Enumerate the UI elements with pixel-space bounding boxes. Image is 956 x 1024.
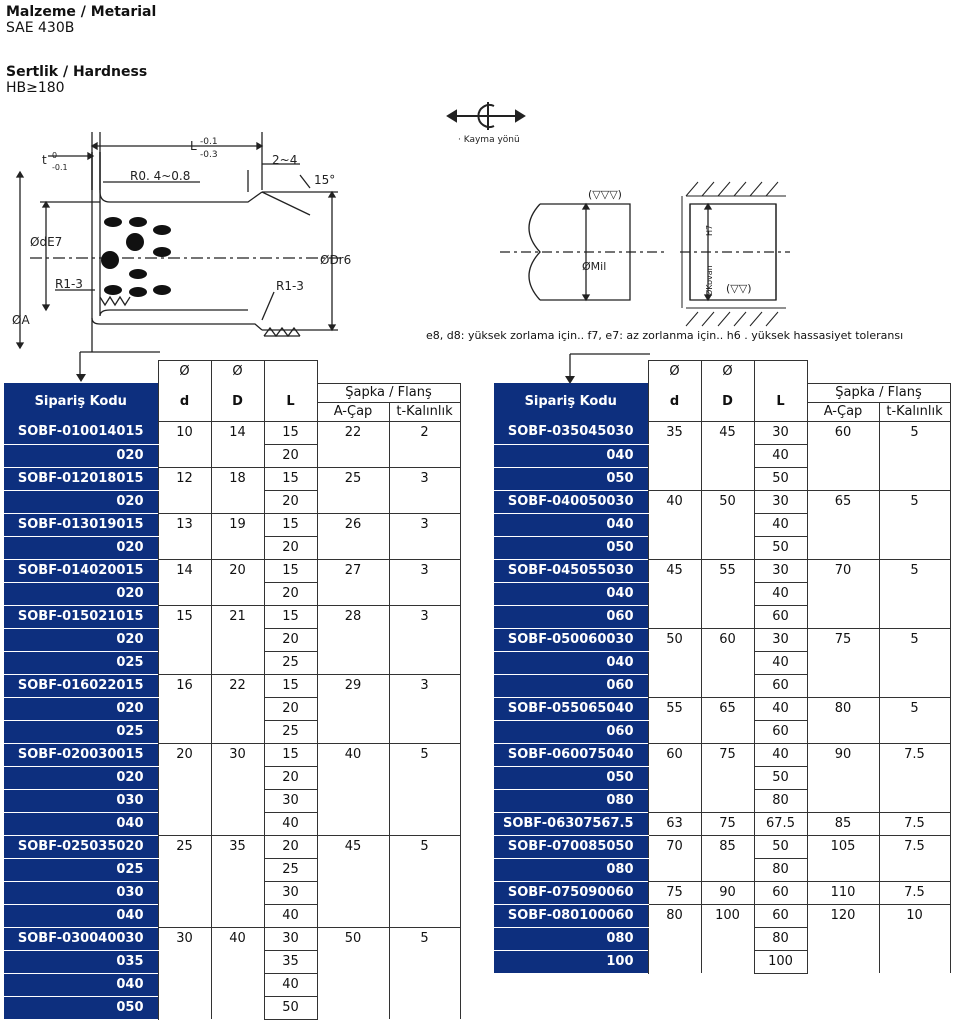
blank-cell — [4, 361, 158, 384]
cell-A: 60 — [807, 421, 879, 490]
cell-t: 3 — [389, 467, 460, 513]
cell-L: 15 — [264, 605, 317, 628]
cell-d: 20 — [158, 743, 211, 835]
order-code-variant: 020 — [4, 444, 158, 467]
table-row — [494, 904, 950, 927]
cell-d: 30 — [158, 927, 211, 1019]
order-code-variant: 020 — [4, 766, 158, 789]
diam-symbol: Ø — [158, 361, 211, 384]
cell-A: 105 — [807, 835, 879, 881]
t-label: t — [42, 153, 47, 167]
cell-d: 10 — [158, 421, 211, 467]
cell-L: 25 — [264, 858, 317, 881]
finish-2: (▽▽) — [726, 282, 752, 295]
cell-L: 20 — [264, 536, 317, 559]
cell-D: 40 — [211, 927, 264, 1019]
order-code-variant: 025 — [4, 858, 158, 881]
cell-D: 19 — [211, 513, 264, 559]
shaft-finish: (▽▽▽) — [588, 188, 622, 201]
cell-D: 21 — [211, 605, 264, 674]
cell-d: 60 — [648, 743, 701, 812]
table-row — [494, 559, 950, 582]
cell-L: 60 — [754, 605, 807, 628]
cell-d: 16 — [158, 674, 211, 743]
cell-L: 25 — [264, 651, 317, 674]
cell-d: 12 — [158, 467, 211, 513]
de7-label: ØdE7 — [30, 235, 63, 249]
cell-D: 14 — [211, 421, 264, 467]
cell-d: 40 — [648, 490, 701, 559]
hardness-label: Sertlik / Hardness — [6, 64, 148, 80]
cell-A: 65 — [807, 490, 879, 559]
order-code: SOBF-035045030 — [494, 421, 648, 444]
cell-L: 30 — [264, 881, 317, 904]
order-code-variant: 040 — [494, 582, 648, 605]
cell-L: 80 — [754, 927, 807, 950]
cell-A: 110 — [807, 881, 879, 904]
order-code: SOBF-06307567.5 — [494, 812, 648, 835]
order-code-variant: 040 — [4, 904, 158, 927]
material-block — [6, 4, 156, 36]
l-tol-bot: -0.3 — [200, 150, 218, 160]
cell-L: 40 — [754, 582, 807, 605]
cell-t: 3 — [389, 674, 460, 743]
cell-L: 30 — [754, 628, 807, 651]
cell-A: 29 — [317, 674, 389, 743]
cell-A: 85 — [807, 812, 879, 835]
header-D: D — [211, 383, 264, 421]
cell-L: 60 — [754, 674, 807, 697]
chamfer-label: 2~4 — [272, 153, 298, 167]
cell-L: 20 — [264, 697, 317, 720]
cell-d: 25 — [158, 835, 211, 927]
blank-cell — [879, 361, 950, 384]
cell-L: 40 — [754, 697, 807, 720]
a-label: ØA — [12, 313, 30, 327]
r13-right: R1-3 — [276, 279, 304, 293]
left-product-table — [4, 360, 461, 1020]
cell-L: 20 — [264, 490, 317, 513]
header-t-thickness: t-Kalınlık — [389, 402, 460, 421]
cell-t: 7.5 — [879, 881, 950, 904]
hardness-value: HB≥180 — [6, 80, 65, 96]
r-label: R0. 4~0.8 — [130, 169, 191, 183]
blank-cell — [389, 361, 460, 384]
order-code-variant: 030 — [4, 881, 158, 904]
cell-D: 22 — [211, 674, 264, 743]
order-code-variant: 050 — [494, 766, 648, 789]
cell-D: 20 — [211, 559, 264, 605]
order-code-variant: 100 — [494, 950, 648, 973]
cell-L: 40 — [754, 651, 807, 674]
cell-L: 40 — [754, 444, 807, 467]
header-flange: Şapka / Flanş — [807, 383, 950, 402]
order-code-variant: 040 — [4, 973, 158, 996]
order-code: SOBF-060075040 — [494, 743, 648, 766]
order-code: SOBF-015021015 — [4, 605, 158, 628]
cell-L: 15 — [264, 559, 317, 582]
cell-D: 60 — [701, 628, 754, 697]
cell-L: 20 — [264, 835, 317, 858]
order-code-variant: 040 — [494, 651, 648, 674]
cell-L: 30 — [754, 490, 807, 513]
header-a-cap: A-Çap — [807, 402, 879, 421]
header-order-code: Sipariş Kodu — [4, 383, 158, 421]
cell-t: 7.5 — [879, 743, 950, 812]
order-code-variant: 020 — [4, 490, 158, 513]
motion-label: · Kayma yönü — [458, 135, 520, 145]
cell-L: 100 — [754, 950, 807, 973]
header-L: L — [264, 383, 317, 421]
order-code-variant: 040 — [494, 444, 648, 467]
order-code-variant: 040 — [4, 812, 158, 835]
order-code-variant: 050 — [494, 467, 648, 490]
order-code-variant: 040 — [494, 513, 648, 536]
cell-L: 40 — [754, 743, 807, 766]
cell-L: 67.5 — [754, 812, 807, 835]
cell-L: 50 — [754, 467, 807, 490]
cell-A: 75 — [807, 628, 879, 697]
order-code: SOBF-012018015 — [4, 467, 158, 490]
order-code: SOBF-030040030 — [4, 927, 158, 950]
header-t-thickness: t-Kalınlık — [879, 402, 950, 421]
table-row — [494, 697, 950, 720]
cell-A: 40 — [317, 743, 389, 835]
blank-symbol — [264, 361, 317, 384]
cell-d: 45 — [648, 559, 701, 628]
header-d: d — [648, 383, 701, 421]
order-code-variant: 050 — [494, 536, 648, 559]
tolerance-note: e8, d8: yüksek zorlama için.. f7, e7: az zorlanma için.. h6 . yüksek hassasiyet toleransı — [426, 329, 904, 342]
header-order-code: Sipariş Kodu — [494, 383, 648, 421]
cell-L: 50 — [754, 536, 807, 559]
header-a-cap: A-Çap — [317, 402, 389, 421]
mil-label: ØMil — [582, 260, 607, 273]
cell-L: 20 — [264, 444, 317, 467]
table-row — [494, 421, 950, 444]
cell-d: 63 — [648, 812, 701, 835]
cell-L: 50 — [264, 996, 317, 1019]
cell-L: 15 — [264, 743, 317, 766]
order-code-variant: 050 — [4, 996, 158, 1019]
r13-left: R1-3 — [55, 277, 83, 291]
cell-t: 3 — [389, 559, 460, 605]
cell-L: 80 — [754, 789, 807, 812]
t-tol-bot: -0.1 — [52, 163, 68, 172]
cell-L: 20 — [264, 766, 317, 789]
cell-L: 30 — [264, 927, 317, 950]
order-code: SOBF-045055030 — [494, 559, 648, 582]
blank-cell — [317, 361, 389, 384]
order-code-variant: 025 — [4, 720, 158, 743]
kovan-label: ØKovan — [705, 265, 714, 296]
material-label: Malzeme / Metarial — [6, 4, 157, 20]
l-label: L — [190, 139, 197, 153]
cell-d: 15 — [158, 605, 211, 674]
cell-d: 75 — [648, 881, 701, 904]
cell-t: 5 — [389, 927, 460, 1019]
cell-d: 70 — [648, 835, 701, 881]
table-row — [494, 743, 950, 766]
order-code: SOBF-080100060 — [494, 904, 648, 927]
cell-t: 3 — [389, 605, 460, 674]
order-code: SOBF-075090060 — [494, 881, 648, 904]
cell-A: 80 — [807, 697, 879, 743]
cell-t: 10 — [879, 904, 950, 973]
cell-D: 30 — [211, 743, 264, 835]
cell-A: 28 — [317, 605, 389, 674]
rotation-icon — [440, 96, 540, 148]
cell-D: 65 — [701, 697, 754, 743]
order-code-variant: 080 — [494, 789, 648, 812]
table-row — [494, 835, 950, 858]
order-code-variant: 060 — [494, 605, 648, 628]
h7-label: H7 — [705, 224, 714, 236]
diam-symbol: Ø — [648, 361, 701, 384]
hardness-block — [6, 64, 147, 96]
right-product-table — [494, 360, 951, 974]
cell-L: 40 — [264, 812, 317, 835]
table-row — [494, 490, 950, 513]
l-tol-top: -0.1 — [200, 137, 218, 147]
order-code-variant: 025 — [4, 651, 158, 674]
cell-t: 3 — [389, 513, 460, 559]
order-code-variant: 080 — [494, 858, 648, 881]
header-L: L — [754, 383, 807, 421]
cell-L: 20 — [264, 582, 317, 605]
t-tol-top: 0 — [52, 151, 58, 160]
order-code-variant: 035 — [4, 950, 158, 973]
cell-L: 15 — [264, 467, 317, 490]
cell-d: 13 — [158, 513, 211, 559]
angle-label: 15° — [314, 173, 336, 187]
material-value: SAE 430B — [6, 20, 75, 36]
cell-t: 7.5 — [879, 835, 950, 881]
blank-cell — [807, 361, 879, 384]
table-row — [494, 628, 950, 651]
cell-D: 55 — [701, 559, 754, 628]
order-code: SOBF-020030015 — [4, 743, 158, 766]
cell-A: 26 — [317, 513, 389, 559]
cell-d: 80 — [648, 904, 701, 973]
order-code: SOBF-040050030 — [494, 490, 648, 513]
order-code-variant: 020 — [4, 628, 158, 651]
cell-A: 25 — [317, 467, 389, 513]
cell-D: 75 — [701, 812, 754, 835]
cell-A: 22 — [317, 421, 389, 467]
cell-L: 30 — [264, 789, 317, 812]
cell-L: 25 — [264, 720, 317, 743]
cell-t: 5 — [879, 628, 950, 697]
cell-D: 85 — [701, 835, 754, 881]
cell-A: 50 — [317, 927, 389, 1019]
table-row — [4, 674, 460, 697]
cell-t: 5 — [389, 743, 460, 835]
table-row — [4, 835, 460, 858]
diam-symbol: Ø — [701, 361, 754, 384]
table-row — [4, 559, 460, 582]
cell-t: 5 — [879, 490, 950, 559]
order-code: SOBF-070085050 — [494, 835, 648, 858]
table-row — [494, 881, 950, 904]
header-flange: Şapka / Flanş — [317, 383, 460, 402]
header-d: d — [158, 383, 211, 421]
cell-A: 120 — [807, 904, 879, 973]
cell-D: 90 — [701, 881, 754, 904]
order-code-variant: 030 — [4, 789, 158, 812]
cell-L: 60 — [754, 720, 807, 743]
order-code-variant: 020 — [4, 582, 158, 605]
cell-D: 35 — [211, 835, 264, 927]
cell-D: 75 — [701, 743, 754, 812]
cell-L: 80 — [754, 858, 807, 881]
cell-D: 50 — [701, 490, 754, 559]
order-code-variant: 060 — [494, 720, 648, 743]
cell-d: 14 — [158, 559, 211, 605]
order-code: SOBF-050060030 — [494, 628, 648, 651]
cell-A: 45 — [317, 835, 389, 927]
table-row — [494, 812, 950, 835]
table-row — [4, 605, 460, 628]
diam-symbol: Ø — [211, 361, 264, 384]
cell-t: 7.5 — [879, 812, 950, 835]
table-row — [4, 513, 460, 536]
dr6-label: ØDr6 — [320, 253, 352, 267]
order-code: SOBF-055065040 — [494, 697, 648, 720]
cell-t: 5 — [389, 835, 460, 927]
cell-L: 20 — [264, 628, 317, 651]
cell-L: 40 — [264, 904, 317, 927]
header-D: D — [701, 383, 754, 421]
cell-d: 50 — [648, 628, 701, 697]
order-code: SOBF-010014015 — [4, 421, 158, 444]
bushing-drawing — [0, 120, 360, 380]
cell-L: 40 — [754, 513, 807, 536]
blank-symbol — [754, 361, 807, 384]
table-row — [4, 421, 460, 444]
order-code: SOBF-013019015 — [4, 513, 158, 536]
order-code: SOBF-025035020 — [4, 835, 158, 858]
cell-L: 50 — [754, 766, 807, 789]
cell-L: 15 — [264, 421, 317, 444]
order-code-variant: 020 — [4, 536, 158, 559]
cell-t: 5 — [879, 559, 950, 628]
cell-L: 15 — [264, 674, 317, 697]
cell-t: 2 — [389, 421, 460, 467]
cell-L: 30 — [754, 559, 807, 582]
order-code: SOBF-016022015 — [4, 674, 158, 697]
cell-D: 45 — [701, 421, 754, 490]
cell-d: 55 — [648, 697, 701, 743]
order-code-variant: 080 — [494, 927, 648, 950]
cell-A: 27 — [317, 559, 389, 605]
table-row — [4, 467, 460, 490]
shaft-housing-drawing — [490, 176, 810, 336]
cell-D: 100 — [701, 904, 754, 973]
cell-A: 70 — [807, 559, 879, 628]
order-code: SOBF-014020015 — [4, 559, 158, 582]
cell-L: 15 — [264, 513, 317, 536]
order-code-variant: 060 — [494, 674, 648, 697]
cell-L: 30 — [754, 421, 807, 444]
cell-t: 5 — [879, 421, 950, 490]
order-code-variant: 020 — [4, 697, 158, 720]
cell-L: 60 — [754, 904, 807, 927]
cell-A: 90 — [807, 743, 879, 812]
cell-L: 60 — [754, 881, 807, 904]
cell-L: 35 — [264, 950, 317, 973]
cell-D: 18 — [211, 467, 264, 513]
table-row — [4, 743, 460, 766]
cell-L: 40 — [264, 973, 317, 996]
cell-L: 50 — [754, 835, 807, 858]
table-row — [4, 927, 460, 950]
cell-d: 35 — [648, 421, 701, 490]
blank-cell — [494, 361, 648, 384]
cell-t: 5 — [879, 697, 950, 743]
